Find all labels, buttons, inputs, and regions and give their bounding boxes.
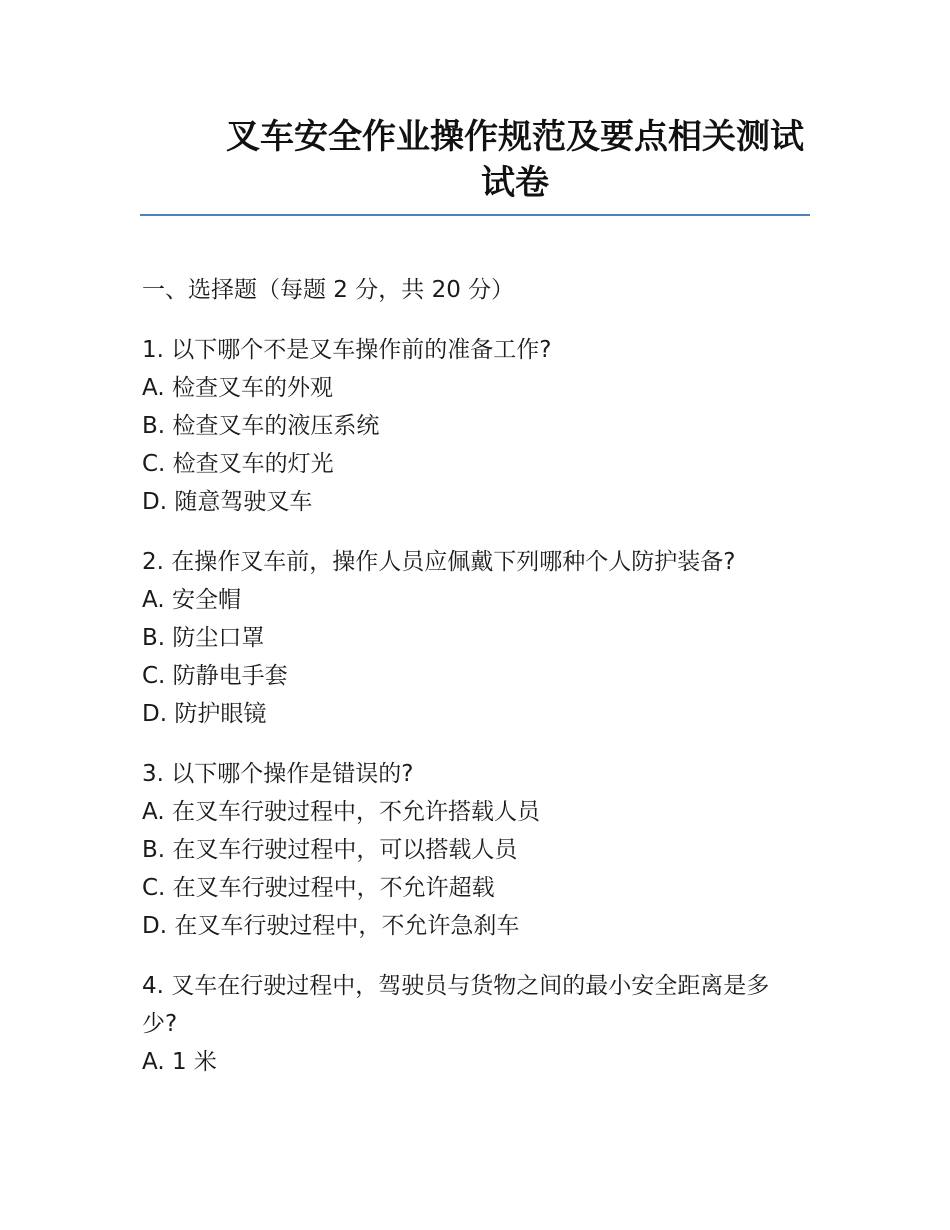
document-title: 叉车安全作业操作规范及要点相关测试试卷 xyxy=(226,117,804,203)
option-d: D. 在叉车行驶过程中，不允许急刹车 xyxy=(142,913,520,939)
option-a: A. 安全帽 xyxy=(142,587,241,613)
option-c: C. 在叉车行驶过程中，不允许超载 xyxy=(142,875,495,901)
option-d: D. 防护眼镜 xyxy=(142,701,267,727)
option-a: A. 在叉车行驶过程中，不允许搭载人员 xyxy=(142,799,540,825)
question-stem: 4. 叉车在行驶过程中，驾驶员与货物之间的最小安全距离是多少? xyxy=(142,973,770,1037)
option-c: C. 检查叉车的灯光 xyxy=(142,451,334,477)
question-1 xyxy=(142,331,802,521)
section-heading: 一、选择题（每题 2 分，共 20 分） xyxy=(142,277,515,303)
question-3 xyxy=(142,755,802,945)
question-stem: 1. 以下哪个不是叉车操作前的准备工作? xyxy=(142,337,552,363)
option-b: B. 防尘口罩 xyxy=(142,625,265,651)
option-a: A. 1 米 xyxy=(142,1049,217,1075)
question-stem: 3. 以下哪个操作是错误的? xyxy=(142,761,414,787)
option-b: B. 检查叉车的液压系统 xyxy=(142,413,380,439)
option-a: A. 检查叉车的外观 xyxy=(142,375,333,401)
title-underline xyxy=(140,214,810,216)
option-c: C. 防静电手套 xyxy=(142,663,288,689)
question-stem: 2. 在操作叉车前，操作人员应佩戴下列哪种个人防护装备? xyxy=(142,549,736,575)
option-d: D. 随意驾驶叉车 xyxy=(142,489,313,515)
document-body xyxy=(142,271,802,1103)
option-b: B. 在叉车行驶过程中，可以搭载人员 xyxy=(142,837,518,863)
question-2 xyxy=(142,543,802,733)
question-4 xyxy=(142,967,802,1081)
